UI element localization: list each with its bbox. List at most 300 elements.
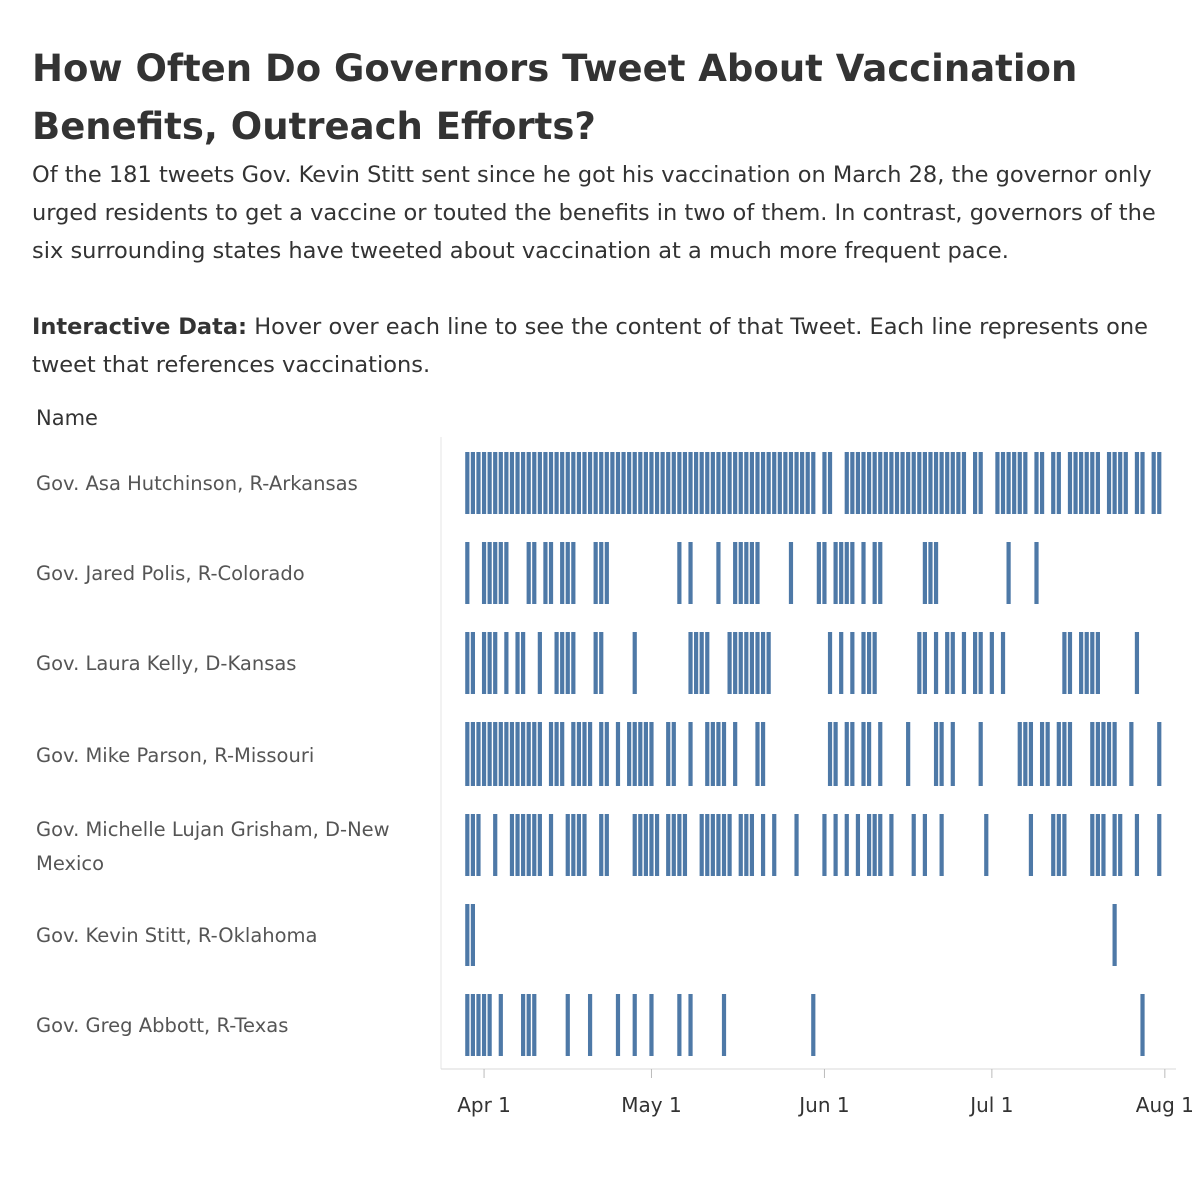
- tweet-mark[interactable]: [761, 814, 765, 876]
- tweet-mark[interactable]: [515, 814, 519, 876]
- tweet-mark[interactable]: [867, 632, 871, 694]
- tweet-mark[interactable]: [828, 722, 832, 786]
- tweet-mark[interactable]: [867, 452, 871, 514]
- tweet-mark[interactable]: [705, 722, 709, 786]
- tweet-mark[interactable]: [1107, 452, 1111, 514]
- tweet-mark[interactable]: [1051, 452, 1055, 514]
- tweet-mark[interactable]: [482, 722, 486, 786]
- tweet-mark[interactable]: [722, 994, 726, 1056]
- tweet-mark[interactable]: [476, 814, 480, 876]
- tweet-mark[interactable]: [1068, 722, 1072, 786]
- tweet-mark[interactable]: [1023, 722, 1027, 786]
- tweet-mark[interactable]: [1157, 722, 1161, 786]
- tweet-mark[interactable]: [532, 722, 536, 786]
- tweet-mark[interactable]: [1090, 814, 1094, 876]
- tweet-mark[interactable]: [465, 994, 469, 1056]
- tweet-mark[interactable]: [683, 814, 687, 876]
- tweet-mark[interactable]: [677, 452, 681, 514]
- tweet-mark[interactable]: [744, 542, 748, 604]
- tweet-mark[interactable]: [1135, 452, 1139, 514]
- tweet-mark[interactable]: [705, 452, 709, 514]
- tweet-mark[interactable]: [845, 814, 849, 876]
- tweet-mark[interactable]: [1135, 814, 1139, 876]
- tweet-mark[interactable]: [1124, 452, 1128, 514]
- tweet-mark[interactable]: [588, 722, 592, 786]
- tweet-mark[interactable]: [527, 994, 531, 1056]
- tweet-mark[interactable]: [493, 814, 497, 876]
- tweet-mark[interactable]: [811, 994, 815, 1056]
- tweet-mark[interactable]: [549, 452, 553, 514]
- tweet-mark[interactable]: [527, 542, 531, 604]
- tweet-mark[interactable]: [928, 542, 932, 604]
- tweet-mark[interactable]: [1079, 632, 1083, 694]
- tweet-mark[interactable]: [733, 722, 737, 786]
- tweet-mark[interactable]: [599, 632, 603, 694]
- tweet-mark[interactable]: [688, 994, 692, 1056]
- tweet-mark[interactable]: [605, 722, 609, 786]
- tweet-mark[interactable]: [532, 814, 536, 876]
- tweet-mark[interactable]: [912, 452, 916, 514]
- tweet-mark[interactable]: [700, 632, 704, 694]
- tweet-mark[interactable]: [688, 722, 692, 786]
- tweet-mark[interactable]: [900, 452, 904, 514]
- tweet-mark[interactable]: [850, 542, 854, 604]
- tweet-mark[interactable]: [783, 452, 787, 514]
- tweet-mark[interactable]: [716, 452, 720, 514]
- tweet-mark[interactable]: [488, 994, 492, 1056]
- tweet-mark[interactable]: [1113, 904, 1117, 966]
- tweet-mark[interactable]: [543, 452, 547, 514]
- tweet-mark[interactable]: [834, 542, 838, 604]
- tweet-mark[interactable]: [1085, 452, 1089, 514]
- tweet-mark[interactable]: [778, 452, 782, 514]
- tweet-mark[interactable]: [912, 814, 916, 876]
- tweet-mark[interactable]: [845, 542, 849, 604]
- tweet-mark[interactable]: [644, 722, 648, 786]
- tweet-mark[interactable]: [633, 632, 637, 694]
- tweet-mark[interactable]: [1107, 722, 1111, 786]
- tweet-mark[interactable]: [1040, 722, 1044, 786]
- tweet-mark[interactable]: [1101, 814, 1105, 876]
- tweet-mark[interactable]: [666, 814, 670, 876]
- tweet-mark[interactable]: [884, 452, 888, 514]
- tweet-mark[interactable]: [599, 814, 603, 876]
- tweet-mark[interactable]: [499, 542, 503, 604]
- tweet-mark[interactable]: [549, 722, 553, 786]
- tweet-mark[interactable]: [504, 452, 508, 514]
- tweet-mark[interactable]: [521, 632, 525, 694]
- tweet-mark[interactable]: [588, 994, 592, 1056]
- tweet-mark[interactable]: [538, 632, 542, 694]
- tweet-mark[interactable]: [515, 632, 519, 694]
- tweet-mark[interactable]: [984, 814, 988, 876]
- tweet-mark[interactable]: [471, 452, 475, 514]
- tweet-mark[interactable]: [839, 542, 843, 604]
- tweet-mark[interactable]: [638, 452, 642, 514]
- tweet-mark[interactable]: [465, 904, 469, 966]
- tweet-mark[interactable]: [465, 632, 469, 694]
- tweet-mark[interactable]: [917, 632, 921, 694]
- tweet-mark[interactable]: [1096, 814, 1100, 876]
- tweet-mark[interactable]: [488, 632, 492, 694]
- tweet-mark[interactable]: [979, 632, 983, 694]
- tweet-mark[interactable]: [694, 632, 698, 694]
- tweet-mark[interactable]: [627, 722, 631, 786]
- tweet-mark[interactable]: [527, 722, 531, 786]
- tweet-mark[interactable]: [878, 452, 882, 514]
- tweet-mark[interactable]: [817, 542, 821, 604]
- tweet-mark[interactable]: [661, 452, 665, 514]
- tweet-mark[interactable]: [923, 632, 927, 694]
- tweet-mark[interactable]: [906, 722, 910, 786]
- tweet-mark[interactable]: [532, 994, 536, 1056]
- tweet-mark[interactable]: [521, 814, 525, 876]
- tweet-mark[interactable]: [566, 632, 570, 694]
- tweet-mark[interactable]: [527, 452, 531, 514]
- tweet-mark[interactable]: [755, 632, 759, 694]
- tweet-mark[interactable]: [566, 994, 570, 1056]
- tweet-mark[interactable]: [744, 814, 748, 876]
- tweet-mark[interactable]: [755, 452, 759, 514]
- tweet-mark[interactable]: [722, 452, 726, 514]
- tweet-mark[interactable]: [571, 632, 575, 694]
- tweet-mark[interactable]: [532, 542, 536, 604]
- tweet-mark[interactable]: [716, 722, 720, 786]
- tweet-mark[interactable]: [873, 632, 877, 694]
- tweet-mark[interactable]: [599, 722, 603, 786]
- tweet-mark[interactable]: [945, 452, 949, 514]
- tweet-mark[interactable]: [577, 814, 581, 876]
- tweet-mark[interactable]: [633, 814, 637, 876]
- tweet-mark[interactable]: [1085, 632, 1089, 694]
- tweet-mark[interactable]: [755, 722, 759, 786]
- tweet-mark[interactable]: [940, 452, 944, 514]
- tweet-mark[interactable]: [638, 814, 642, 876]
- tweet-mark[interactable]: [822, 452, 826, 514]
- tweet-mark[interactable]: [566, 452, 570, 514]
- tweet-mark[interactable]: [1157, 814, 1161, 876]
- tweet-mark[interactable]: [482, 994, 486, 1056]
- tweet-mark[interactable]: [465, 452, 469, 514]
- tweet-mark[interactable]: [727, 632, 731, 694]
- tweet-mark[interactable]: [1090, 452, 1094, 514]
- tweet-mark[interactable]: [499, 722, 503, 786]
- tweet-mark[interactable]: [588, 452, 592, 514]
- tweet-mark[interactable]: [683, 452, 687, 514]
- tweet-mark[interactable]: [733, 632, 737, 694]
- tweet-mark[interactable]: [733, 542, 737, 604]
- tweet-mark[interactable]: [571, 814, 575, 876]
- tweet-mark[interactable]: [739, 452, 743, 514]
- tweet-mark[interactable]: [521, 722, 525, 786]
- tweet-mark[interactable]: [605, 542, 609, 604]
- tweet-mark[interactable]: [962, 452, 966, 514]
- tweet-mark[interactable]: [878, 814, 882, 876]
- tweet-mark[interactable]: [1029, 814, 1033, 876]
- tweet-mark[interactable]: [700, 814, 704, 876]
- tweet-mark[interactable]: [750, 814, 754, 876]
- tweet-mark[interactable]: [488, 452, 492, 514]
- tweet-mark[interactable]: [599, 452, 603, 514]
- tweet-mark[interactable]: [560, 722, 564, 786]
- tweet-mark[interactable]: [616, 722, 620, 786]
- tweet-mark[interactable]: [571, 452, 575, 514]
- tweet-mark[interactable]: [471, 722, 475, 786]
- tweet-mark[interactable]: [861, 722, 865, 786]
- tweet-mark[interactable]: [605, 814, 609, 876]
- tweet-mark[interactable]: [962, 632, 966, 694]
- tweet-mark[interactable]: [633, 452, 637, 514]
- tweet-mark[interactable]: [1062, 632, 1066, 694]
- tweet-mark[interactable]: [956, 452, 960, 514]
- tweet-mark[interactable]: [711, 814, 715, 876]
- tweet-mark[interactable]: [555, 632, 559, 694]
- tweet-mark[interactable]: [594, 632, 598, 694]
- tweet-mark[interactable]: [555, 452, 559, 514]
- tweet-mark[interactable]: [560, 542, 564, 604]
- tweet-mark[interactable]: [493, 542, 497, 604]
- tweet-mark[interactable]: [560, 632, 564, 694]
- tweet-mark[interactable]: [1090, 722, 1094, 786]
- tweet-mark[interactable]: [1034, 452, 1038, 514]
- tweet-mark[interactable]: [1101, 722, 1105, 786]
- tweet-mark[interactable]: [465, 722, 469, 786]
- tweet-mark[interactable]: [716, 542, 720, 604]
- tweet-mark[interactable]: [510, 452, 514, 514]
- tweet-mark[interactable]: [616, 994, 620, 1056]
- tweet-mark[interactable]: [1096, 452, 1100, 514]
- tweet-mark[interactable]: [1152, 452, 1156, 514]
- tweet-mark[interactable]: [538, 452, 542, 514]
- tweet-mark[interactable]: [1113, 452, 1117, 514]
- tweet-mark[interactable]: [649, 452, 653, 514]
- tweet-mark[interactable]: [677, 542, 681, 604]
- tweet-mark[interactable]: [867, 722, 871, 786]
- tweet-mark[interactable]: [951, 722, 955, 786]
- tweet-mark[interactable]: [789, 542, 793, 604]
- tweet-mark[interactable]: [794, 814, 798, 876]
- tweet-mark[interactable]: [571, 722, 575, 786]
- tweet-mark[interactable]: [1034, 542, 1038, 604]
- tweet-mark[interactable]: [577, 722, 581, 786]
- tweet-mark[interactable]: [995, 452, 999, 514]
- tweet-mark[interactable]: [873, 814, 877, 876]
- tweet-mark[interactable]: [861, 542, 865, 604]
- tweet-mark[interactable]: [621, 452, 625, 514]
- tweet-mark[interactable]: [582, 814, 586, 876]
- tweet-mark[interactable]: [878, 722, 882, 786]
- tweet-mark[interactable]: [1096, 722, 1100, 786]
- tweet-mark[interactable]: [672, 814, 676, 876]
- tweet-mark[interactable]: [850, 722, 854, 786]
- tweet-mark[interactable]: [499, 994, 503, 1056]
- tweet-mark[interactable]: [906, 452, 910, 514]
- tweet-mark[interactable]: [599, 542, 603, 604]
- tweet-mark[interactable]: [1018, 452, 1022, 514]
- tweet-mark[interactable]: [649, 722, 653, 786]
- tweet-mark[interactable]: [571, 542, 575, 604]
- tweet-mark[interactable]: [488, 722, 492, 786]
- tweet-mark[interactable]: [951, 632, 955, 694]
- tweet-mark[interactable]: [1040, 452, 1044, 514]
- tweet-mark[interactable]: [828, 452, 832, 514]
- tweet-mark[interactable]: [1140, 452, 1144, 514]
- tweet-mark[interactable]: [973, 452, 977, 514]
- tweet-mark[interactable]: [934, 722, 938, 786]
- tweet-mark[interactable]: [672, 722, 676, 786]
- tweet-mark[interactable]: [1057, 814, 1061, 876]
- tweet-mark[interactable]: [504, 542, 508, 604]
- tweet-mark[interactable]: [867, 814, 871, 876]
- tweet-mark[interactable]: [727, 452, 731, 514]
- tweet-mark[interactable]: [850, 452, 854, 514]
- tweet-mark[interactable]: [923, 452, 927, 514]
- tweet-mark[interactable]: [677, 814, 681, 876]
- tweet-mark[interactable]: [845, 722, 849, 786]
- tweet-mark[interactable]: [476, 452, 480, 514]
- tweet-mark[interactable]: [822, 814, 826, 876]
- tweet-mark[interactable]: [1007, 542, 1011, 604]
- tweet-mark[interactable]: [750, 452, 754, 514]
- tweet-mark[interactable]: [951, 452, 955, 514]
- tweet-mark[interactable]: [889, 814, 893, 876]
- tweet-mark[interactable]: [515, 722, 519, 786]
- tweet-mark[interactable]: [834, 722, 838, 786]
- tweet-mark[interactable]: [1029, 722, 1033, 786]
- tweet-mark[interactable]: [789, 452, 793, 514]
- tweet-mark[interactable]: [755, 542, 759, 604]
- tweet-mark[interactable]: [488, 542, 492, 604]
- tweet-mark[interactable]: [677, 994, 681, 1056]
- tweet-mark[interactable]: [923, 814, 927, 876]
- tweet-mark[interactable]: [577, 452, 581, 514]
- tweet-mark[interactable]: [465, 542, 469, 604]
- tweet-mark[interactable]: [979, 722, 983, 786]
- tweet-mark[interactable]: [1096, 632, 1100, 694]
- tweet-mark[interactable]: [521, 994, 525, 1056]
- tweet-mark[interactable]: [527, 814, 531, 876]
- tweet-mark[interactable]: [856, 814, 860, 876]
- tweet-mark[interactable]: [1068, 632, 1072, 694]
- tweet-mark[interactable]: [672, 452, 676, 514]
- tweet-mark[interactable]: [1018, 722, 1022, 786]
- tweet-mark[interactable]: [1113, 722, 1117, 786]
- tweet-mark[interactable]: [761, 722, 765, 786]
- tweet-mark[interactable]: [1118, 814, 1122, 876]
- tweet-mark[interactable]: [923, 542, 927, 604]
- tweet-mark[interactable]: [761, 632, 765, 694]
- tweet-mark[interactable]: [1129, 722, 1133, 786]
- tweet-mark[interactable]: [761, 452, 765, 514]
- tweet-mark[interactable]: [471, 904, 475, 966]
- tweet-mark[interactable]: [543, 542, 547, 604]
- tweet-mark[interactable]: [822, 542, 826, 604]
- tweet-mark[interactable]: [688, 632, 692, 694]
- tweet-mark[interactable]: [555, 722, 559, 786]
- tweet-mark[interactable]: [873, 452, 877, 514]
- tweet-mark[interactable]: [772, 452, 776, 514]
- tweet-mark[interactable]: [1062, 722, 1066, 786]
- tweet-mark[interactable]: [733, 452, 737, 514]
- tweet-mark[interactable]: [476, 722, 480, 786]
- tweet-mark[interactable]: [582, 722, 586, 786]
- tweet-mark[interactable]: [655, 452, 659, 514]
- tweet-mark[interactable]: [482, 632, 486, 694]
- tweet-mark[interactable]: [767, 452, 771, 514]
- tweet-mark[interactable]: [895, 452, 899, 514]
- tweet-mark[interactable]: [845, 452, 849, 514]
- tweet-mark[interactable]: [655, 814, 659, 876]
- tweet-mark[interactable]: [928, 452, 932, 514]
- tweet-mark[interactable]: [482, 542, 486, 604]
- tweet-mark[interactable]: [700, 452, 704, 514]
- tweet-mark[interactable]: [633, 994, 637, 1056]
- tweet-mark[interactable]: [666, 722, 670, 786]
- tweet-mark[interactable]: [649, 994, 653, 1056]
- tweet-mark[interactable]: [538, 814, 542, 876]
- tweet-mark[interactable]: [750, 632, 754, 694]
- tweet-mark[interactable]: [515, 452, 519, 514]
- tweet-mark[interactable]: [1051, 814, 1055, 876]
- tweet-mark[interactable]: [705, 632, 709, 694]
- tweet-mark[interactable]: [1001, 452, 1005, 514]
- tweet-mark[interactable]: [990, 632, 994, 694]
- tweet-mark[interactable]: [934, 542, 938, 604]
- tweet-mark[interactable]: [504, 722, 508, 786]
- tweet-mark[interactable]: [744, 632, 748, 694]
- tweet-mark[interactable]: [934, 452, 938, 514]
- tweet-mark[interactable]: [739, 632, 743, 694]
- tweet-mark[interactable]: [532, 452, 536, 514]
- tweet-mark[interactable]: [1062, 814, 1066, 876]
- tweet-mark[interactable]: [1068, 452, 1072, 514]
- tweet-mark[interactable]: [1046, 722, 1050, 786]
- tweet-mark[interactable]: [549, 542, 553, 604]
- tweet-mark[interactable]: [633, 722, 637, 786]
- tweet-mark[interactable]: [1113, 814, 1117, 876]
- tweet-mark[interactable]: [711, 452, 715, 514]
- tweet-mark[interactable]: [1140, 994, 1144, 1056]
- tweet-mark[interactable]: [1012, 452, 1016, 514]
- tweet-mark[interactable]: [493, 722, 497, 786]
- tweet-mark[interactable]: [644, 814, 648, 876]
- tweet-mark[interactable]: [1079, 452, 1083, 514]
- tweet-mark[interactable]: [850, 632, 854, 694]
- tweet-mark[interactable]: [610, 452, 614, 514]
- tweet-mark[interactable]: [811, 452, 815, 514]
- tweet-mark[interactable]: [510, 814, 514, 876]
- tweet-mark[interactable]: [471, 632, 475, 694]
- tweet-mark[interactable]: [1090, 632, 1094, 694]
- tweet-mark[interactable]: [649, 814, 653, 876]
- tweet-mark[interactable]: [499, 452, 503, 514]
- tweet-mark[interactable]: [973, 632, 977, 694]
- tweet-mark[interactable]: [945, 632, 949, 694]
- tweet-mark[interactable]: [889, 452, 893, 514]
- tweet-mark[interactable]: [806, 452, 810, 514]
- tweet-mark[interactable]: [1073, 452, 1077, 514]
- tweet-mark[interactable]: [1057, 722, 1061, 786]
- tweet-mark[interactable]: [594, 542, 598, 604]
- tweet-mark[interactable]: [616, 452, 620, 514]
- tweet-mark[interactable]: [560, 452, 564, 514]
- tweet-mark[interactable]: [839, 632, 843, 694]
- tweet-mark[interactable]: [940, 814, 944, 876]
- tweet-mark[interactable]: [1135, 632, 1139, 694]
- tweet-mark[interactable]: [1157, 452, 1161, 514]
- tweet-mark[interactable]: [873, 542, 877, 604]
- tweet-mark[interactable]: [861, 452, 865, 514]
